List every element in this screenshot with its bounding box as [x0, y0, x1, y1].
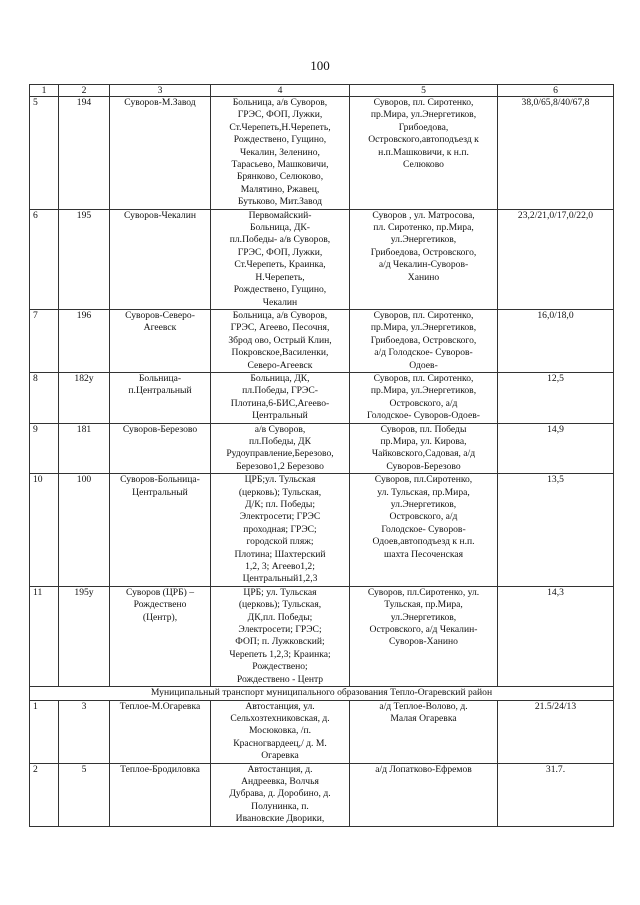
route-stops [211, 423, 350, 474]
route-stops-line: Ивановские Дворики, [235, 813, 325, 825]
route-stops-line: проходная; ГРЭС; [243, 523, 317, 535]
route-stops [211, 309, 350, 372]
route-streets [350, 423, 498, 474]
route-stops-line: пл.Победы- а/в Суворов, [229, 234, 331, 246]
route-name [110, 474, 211, 587]
route-distance: 16,0/18,0 [498, 309, 614, 372]
route-name-line: Суворов-Больница- [120, 474, 200, 486]
route-stops-line: ЦРБ;ул. Тульская [244, 474, 316, 486]
route-number: 100 [59, 474, 110, 587]
route-streets-line: шахта Песоченская [383, 548, 464, 560]
route-stops-line: Мосюковка, /п. [248, 725, 312, 737]
route-number: 194 [59, 97, 110, 210]
route-name [110, 700, 211, 763]
route-stops-line: ГРЭС, Агеево, Песочня, [230, 322, 330, 334]
route-streets-line: Голодское- Суворов-Одоев- [367, 410, 480, 422]
route-streets-line: а/д Лопатково-Ефремов [375, 763, 472, 775]
route-stops [211, 763, 350, 826]
route-stops-line: Ст.Черепеть, Краинка, [234, 259, 326, 271]
route-stops-line: Андреевка, Волчья [241, 775, 319, 787]
route-streets [350, 586, 498, 686]
route-number: 181 [59, 423, 110, 474]
route-distance: 14,3 [498, 586, 614, 686]
route-name-line: Суворов-Чекалин [124, 209, 196, 221]
page-number: 100 [310, 58, 330, 73]
route-stops-line: (церковь); Тульская, [238, 599, 322, 611]
route-streets [350, 372, 498, 423]
route-name [110, 586, 211, 686]
row-number: 6 [30, 209, 59, 309]
route-streets-line: Чайковского,Садовая, а/д [371, 448, 476, 460]
route-streets [350, 700, 498, 763]
route-distance: 31.7. [498, 763, 614, 826]
route-stops-line: Ст.Черепеть,Н.Черепеть, [229, 121, 331, 133]
route-number: 195у [59, 586, 110, 686]
route-streets-line: а/д Голодское- Суворов- [374, 347, 473, 359]
row-number: 11 [30, 586, 59, 686]
route-stops-line: ФОП; п. Лужковский; [235, 636, 325, 648]
route-number: 196 [59, 309, 110, 372]
route-number: 195 [59, 209, 110, 309]
route-streets-line: Суворов, пл. Сиротенко, [373, 97, 474, 108]
route-stops-line: Центральный [252, 410, 308, 422]
route-stops-line: а/в Суворов, [254, 423, 306, 435]
route-distance: 14,9 [498, 423, 614, 474]
route-stops-line: Сельхозтехниковская, д. [230, 712, 330, 724]
route-stops-line: Черепеть 1,2,3; Краинка; [229, 648, 331, 660]
route-stops-line: Бутьково, Мит.Завод [237, 196, 323, 208]
header-cell: 4 [211, 85, 350, 97]
table-row [30, 209, 614, 309]
route-stops-line: Первомайский- [248, 209, 312, 221]
route-name [110, 763, 211, 826]
route-streets-line: ул.Энергетиков, [390, 499, 457, 510]
route-stops-line: ГРЭС, ФОП, Лужки, [237, 246, 323, 258]
route-name [110, 309, 211, 372]
route-name [110, 423, 211, 474]
table-row [30, 586, 614, 686]
route-name [110, 372, 211, 423]
route-name-line: Агеевск [143, 322, 177, 334]
route-streets-line: Суворов-Березово [386, 460, 461, 472]
row-number: 2 [30, 763, 59, 826]
route-name-line: (Центр), [142, 611, 178, 623]
route-streets-line: Суворов, пл. Победы [380, 423, 467, 435]
route-stops-line: Больница, а/в Суворов, [232, 309, 328, 321]
table-row [30, 474, 614, 587]
route-stops-line: Березово1,2 Березово [236, 460, 324, 472]
route-stops [211, 209, 350, 309]
route-streets-line: Ханино [407, 271, 440, 283]
route-streets-line: Островского, а/д Чекалин- [369, 624, 478, 636]
route-streets [350, 309, 498, 372]
route-stops-line: пл.Победы, ГРЭС- [242, 385, 318, 397]
route-stops [211, 372, 350, 423]
route-stops [211, 700, 350, 763]
route-name [110, 97, 211, 210]
route-stops-line: ЦРБ; ул. Тульская [243, 586, 317, 598]
route-stops [211, 97, 350, 210]
route-name-line: Рождествено [133, 599, 187, 611]
route-stops-line: ДК,пл. Победы; [247, 611, 313, 623]
route-stops-line: Больница, ДК, [250, 372, 310, 384]
route-streets-line: Одоев- [409, 359, 438, 371]
row-number: 5 [30, 97, 59, 210]
route-streets [350, 97, 498, 210]
header-row [30, 85, 614, 97]
table-row [30, 763, 614, 826]
route-stops-line: Северо-Агеевск [247, 359, 313, 371]
table-row [30, 97, 614, 210]
route-streets-line: Суворов , ул. Матросова, [372, 209, 475, 221]
route-streets-line: Суворов, пл. Сиротенко, [373, 309, 474, 321]
row-number: 8 [30, 372, 59, 423]
route-streets-line: пр.Мира, ул.Энергетиков, [370, 109, 477, 121]
route-name-line: Центральный [132, 486, 188, 498]
route-stops [211, 586, 350, 686]
route-distance: 23,2/21,0/17,0/22,0 [498, 209, 614, 309]
route-name [110, 209, 211, 309]
row-number: 7 [30, 309, 59, 372]
route-number: 182у [59, 372, 110, 423]
route-stops-line: Огаревка [261, 750, 299, 762]
route-streets-line: Одоев,автоподъезд к н.п. [372, 536, 475, 548]
route-streets-line: пр.Мира, ул. Кирова, [380, 435, 467, 447]
route-name-line: Теплое-Бродиловка [120, 763, 200, 775]
header-cell: 3 [110, 85, 211, 97]
route-name-line: Теплое-М.Огаревка [119, 700, 201, 712]
route-distance: 38,0/65,8/40/67,8 [498, 97, 614, 210]
route-streets-line: Тульская, пр.Мира, [384, 599, 463, 611]
route-number: 3 [59, 700, 110, 763]
table-row [30, 700, 614, 763]
route-number: 5 [59, 763, 110, 826]
route-streets-line: Грибоедова, Островского, [370, 246, 477, 258]
header-cell: 5 [350, 85, 498, 97]
route-distance: 21.5/24/13 [498, 700, 614, 763]
route-distance: 12,5 [498, 372, 614, 423]
route-stops-line: Чекалин [262, 296, 298, 308]
route-streets-line: ул.Энергетиков, [390, 611, 457, 623]
route-stops-line: Плотина,6-БИС,Агеево- [230, 397, 330, 409]
route-stops-line: Рождествено, Гущино, [233, 284, 327, 296]
routes-table [29, 84, 614, 827]
route-name-line: Больница- [138, 372, 182, 384]
route-streets-line: пр.Мира, ул.Энергетиков, [370, 385, 477, 397]
route-stops-line: Плотина; Шахтерский [234, 548, 326, 560]
route-name-line: Суворов (ЦРБ) – [125, 586, 195, 598]
route-streets-line: Островского, а/д [389, 397, 458, 409]
route-streets-line: пр.Мира, ул.Энергетиков, [370, 322, 477, 334]
route-stops-line: Электросети; ГРЭС; [238, 624, 322, 636]
route-stops-line: Рождествено - Центр [236, 673, 324, 685]
route-streets-line: Островского, а/д [389, 511, 458, 523]
route-streets-line: а/д Теплое-Волово, д. [379, 700, 468, 712]
route-distance: 13,5 [498, 474, 614, 587]
route-name-line: Суворов-М.Завод [124, 97, 196, 108]
route-stops-line: Рудоуправление,Березово, [226, 448, 334, 460]
route-stops-line: Н.Черепеть, [255, 271, 305, 283]
route-streets-line: Селюково [403, 159, 444, 171]
route-streets [350, 474, 498, 587]
route-stops-line: (церковь); Тульская, [238, 486, 322, 498]
route-stops-line: Чекалин, Зеленино, [240, 146, 320, 158]
route-stops [211, 474, 350, 587]
route-streets-line: Суворов, пл. Сиротенко, [373, 372, 474, 384]
route-stops-line: Д/К; пл. Победы; [245, 499, 315, 510]
table-row [30, 309, 614, 372]
route-streets-line: Суворов, пл.Сиротенко, [374, 474, 473, 486]
route-stops-line: Больница, ДК- [250, 222, 310, 234]
route-streets-line: ул.Энергетиков, [390, 234, 457, 246]
route-stops-line: пл.Победы, ДК [249, 435, 311, 447]
route-streets-line: Грибоедова, [398, 121, 449, 133]
row-number: 9 [30, 423, 59, 474]
section-title: Муниципальный транспорт муниципального образования Тепло-Огаревский район [30, 687, 614, 700]
route-stops-line: Красногвардеец,/ д. М. [233, 737, 327, 749]
route-streets-line: ул. Тульская, пр.Мира, [377, 486, 470, 498]
route-stops-line: Брянково, Селюково, [236, 171, 324, 183]
row-number: 1 [30, 700, 59, 763]
route-name-line: Суворов-Березово [122, 423, 198, 435]
route-streets-line: а/д Чекалин-Суворов- [378, 259, 469, 271]
route-stops-line: Зброд ово, Острый Клин, [228, 334, 332, 346]
route-stops-line: Покровское,Василенки, [231, 347, 329, 359]
route-streets-line: Голодское- Суворов- [381, 523, 466, 535]
route-stops-line: Тарасьево, Машковичи, [231, 159, 329, 171]
route-stops-line: Автостанция, ул. [245, 700, 315, 712]
route-streets-line: Грибоедова, Островского, [370, 334, 477, 346]
route-streets-line: н.п.Машковичи, к н.п. [378, 146, 469, 158]
route-streets-line: Суворов-Ханино [389, 636, 458, 648]
route-stops-line: городской пляж; [246, 536, 314, 548]
route-streets-line: Суворов, пл.Сиротенко, ул. [367, 586, 480, 598]
header-cell: 6 [498, 85, 614, 97]
route-streets-line: Островского,автоподъезд к [368, 134, 479, 146]
route-streets-line: Малая Огаревка [390, 712, 457, 724]
header-cell: 2 [59, 85, 110, 97]
row-number: 10 [30, 474, 59, 587]
route-streets-line: пл. Сиротенко, пр.Мира, [373, 222, 474, 234]
table-row [30, 423, 614, 474]
route-name-line: п.Центральный [128, 385, 192, 397]
section-row [30, 687, 614, 700]
route-stops-line: ГРЭС, ФОП, Лужки, [237, 109, 323, 121]
route-stops-line: Дубрава, д. Доробино, д. [229, 788, 331, 800]
route-stops-line: Центральный1,2,3 [242, 573, 318, 585]
route-streets [350, 209, 498, 309]
route-stops-line: Автостанция, д. [247, 763, 313, 775]
route-stops-line: Электросети; ГРЭС [239, 511, 321, 523]
route-stops-line: Рождествено; [252, 661, 308, 673]
route-stops-line: Больница, а/в Суворов, [232, 97, 328, 108]
route-stops-line: Полунинка, п. [251, 800, 309, 812]
route-name-line: Суворов-Северо- [125, 309, 195, 321]
table-row [30, 372, 614, 423]
route-stops-line: Рождествено, Гущино, [233, 134, 327, 146]
header-cell: 1 [30, 85, 59, 97]
route-stops-line: 1,2, 3; Агеево1,2; [245, 561, 315, 573]
route-streets [350, 763, 498, 826]
route-stops-line: Малятино, Ржавец, [240, 183, 320, 195]
